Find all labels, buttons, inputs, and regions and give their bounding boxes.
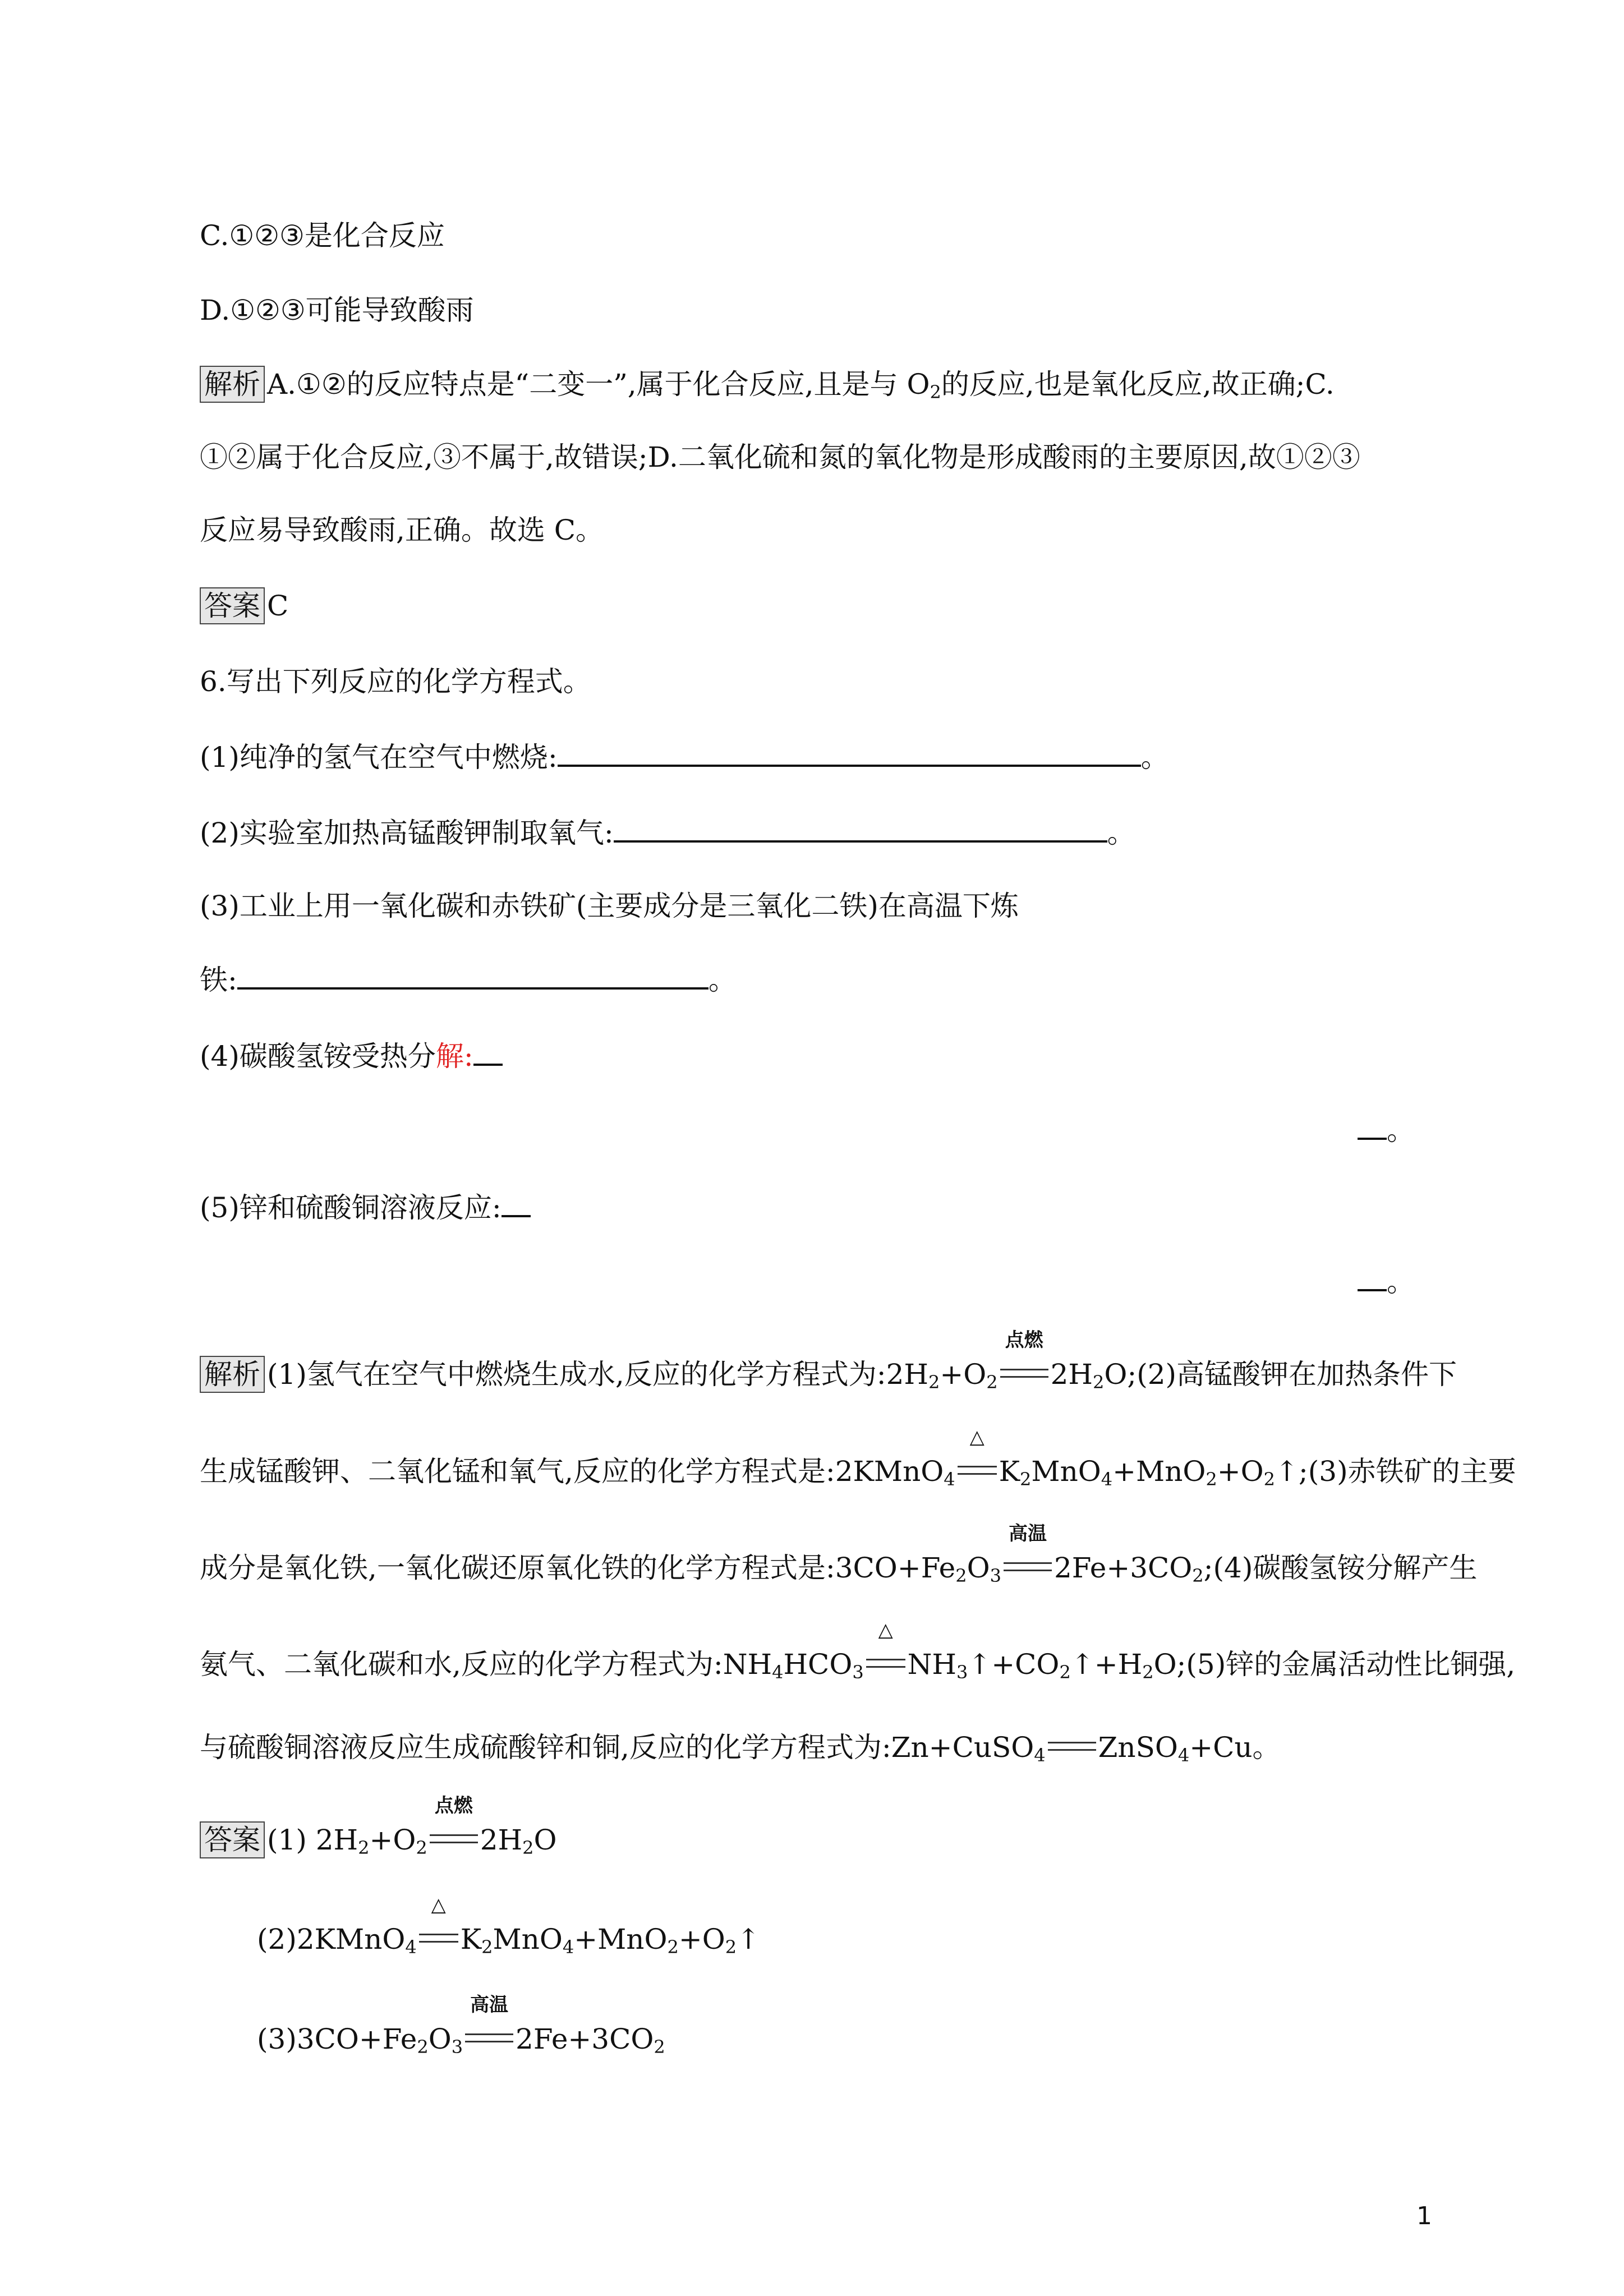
q6-part-3a: (3)工业上用一氧化碳和赤铁矿(主要成分是三氧化二铁)在高温下炼 [200,890,1019,922]
q6-analysis-line-5: 与硫酸铜溶液反应生成硫酸锌和铜,反应的化学方程式为:Zn+CuSO$_4$ ZnSO$_4$+Cu。 [200,1728,1456,1767]
option-c: C.①②③是化合反应 [200,219,445,252]
q6-analysis-line-2: 生成锰酸钾、二氧化锰和氧气,反应的化学方程式是:2KMnO$_4$ △ $K_2MnO_4+MnO_2+O_2↑;(3)$赤铁矿的主要 [200,1426,1516,1490]
reaction-condition-high-temp: 高温 [465,2019,513,2059]
q6-answer-3: $(3)3CO+Fe_2O_3$ 高温 $2Fe+3CO_2$ [257,1994,665,2058]
q6-title: 6.写出下列反应的化学方程式。 [200,665,591,698]
q6-part-3b: 铁: 。 [200,964,737,996]
reaction-condition-ignite: 点燃 [430,1820,478,1860]
q5-analysis-line-2: ①②属于化合反应,③不属于,故错误;D.二氧化硫和氮的氧化物是形成酸雨的主要原因,故①②③ [200,441,1360,473]
q5-analysis-line-1: 解析 A.①②的反应特点是“二变一”,属于化合反应,且是与 $O_2$的反应,也是氧化反应,故正确;C. [200,365,1456,404]
q6-part-1: (1)纯净的氢气在空气中燃烧: 。 [200,741,1169,774]
answer-tag: 答案 [200,587,265,624]
answer-blank-5a[interactable] [502,1190,531,1217]
answer-blank-2[interactable] [614,816,1107,843]
reaction-equals-sign [1048,1728,1096,1767]
q6-analysis-line-4: 氨气、二氧化碳和水,反应的化学方程式为$:NH_4HCO_3$ △ $NH_3↑+CO_2↑+H_2O;(5)$锌的金属活动性比铜强, [200,1619,1516,1683]
analysis-tag: 解析 [200,1356,265,1393]
q6-answer-2: (2)2KMnO$_4$ △ $K_2MnO_4+MnO_2+O_2↑$ [257,1894,761,1958]
answer-blank-5b[interactable] [1358,1264,1387,1291]
answer-blank-3[interactable] [237,963,709,990]
answer-blank-1[interactable] [558,740,1141,767]
answer-blank-4a[interactable] [473,1039,503,1066]
answer-blank-4b[interactable] [1358,1113,1387,1140]
q6-part-5: (5)锌和硫酸铜溶液反应: [200,1188,1456,1227]
q5-answer: 答案 C [200,586,1456,625]
option-d: D.①②③可能导致酸雨 [200,294,474,326]
page-number: 1 [1416,2202,1432,2230]
q6-part-2: (2)实验室加热高锰酸钾制取氧气: 。 [200,817,1135,849]
q6-part-5-end: 。 [1358,1262,1415,1301]
q6-analysis-line-1: 解析 (1)氢气在空气中燃烧生成水,反应的化学方程式为$:2H_2+O_2$ 点燃 $2H_2O;(2)$高锰酸钾在加热条件下 [200,1355,1456,1394]
reaction-condition-heat: △ [866,1645,905,1684]
reaction-condition-heat: △ [958,1452,997,1491]
reaction-condition-high-temp: 高温 [1004,1548,1052,1588]
q6-answer-1: 答案 (1) $2H_2+O_2$ 点燃 $2H_2O$ [200,1820,1456,1860]
answer-tag: 答案 [200,1821,265,1858]
q6-part-4-end: 。 [1358,1111,1415,1150]
q6-part-4: (4)碳酸氢铵受热分解: [200,1037,1456,1076]
reaction-condition-heat: △ [419,1920,458,1959]
analysis-tag: 解析 [200,366,265,403]
q5-analysis-line-3: 反应易导致酸雨,正确。故选 C。 [200,514,604,546]
q6-analysis-line-3: 成分是氧化铁,一氧化碳还原氧化铁的化学方程式是$:3CO+Fe_2O_3$ 高温 $2Fe+3CO_2;(4)$碳酸氢铵分解产生 [200,1522,1478,1586]
reaction-condition-ignite: 点燃 [1000,1355,1048,1394]
